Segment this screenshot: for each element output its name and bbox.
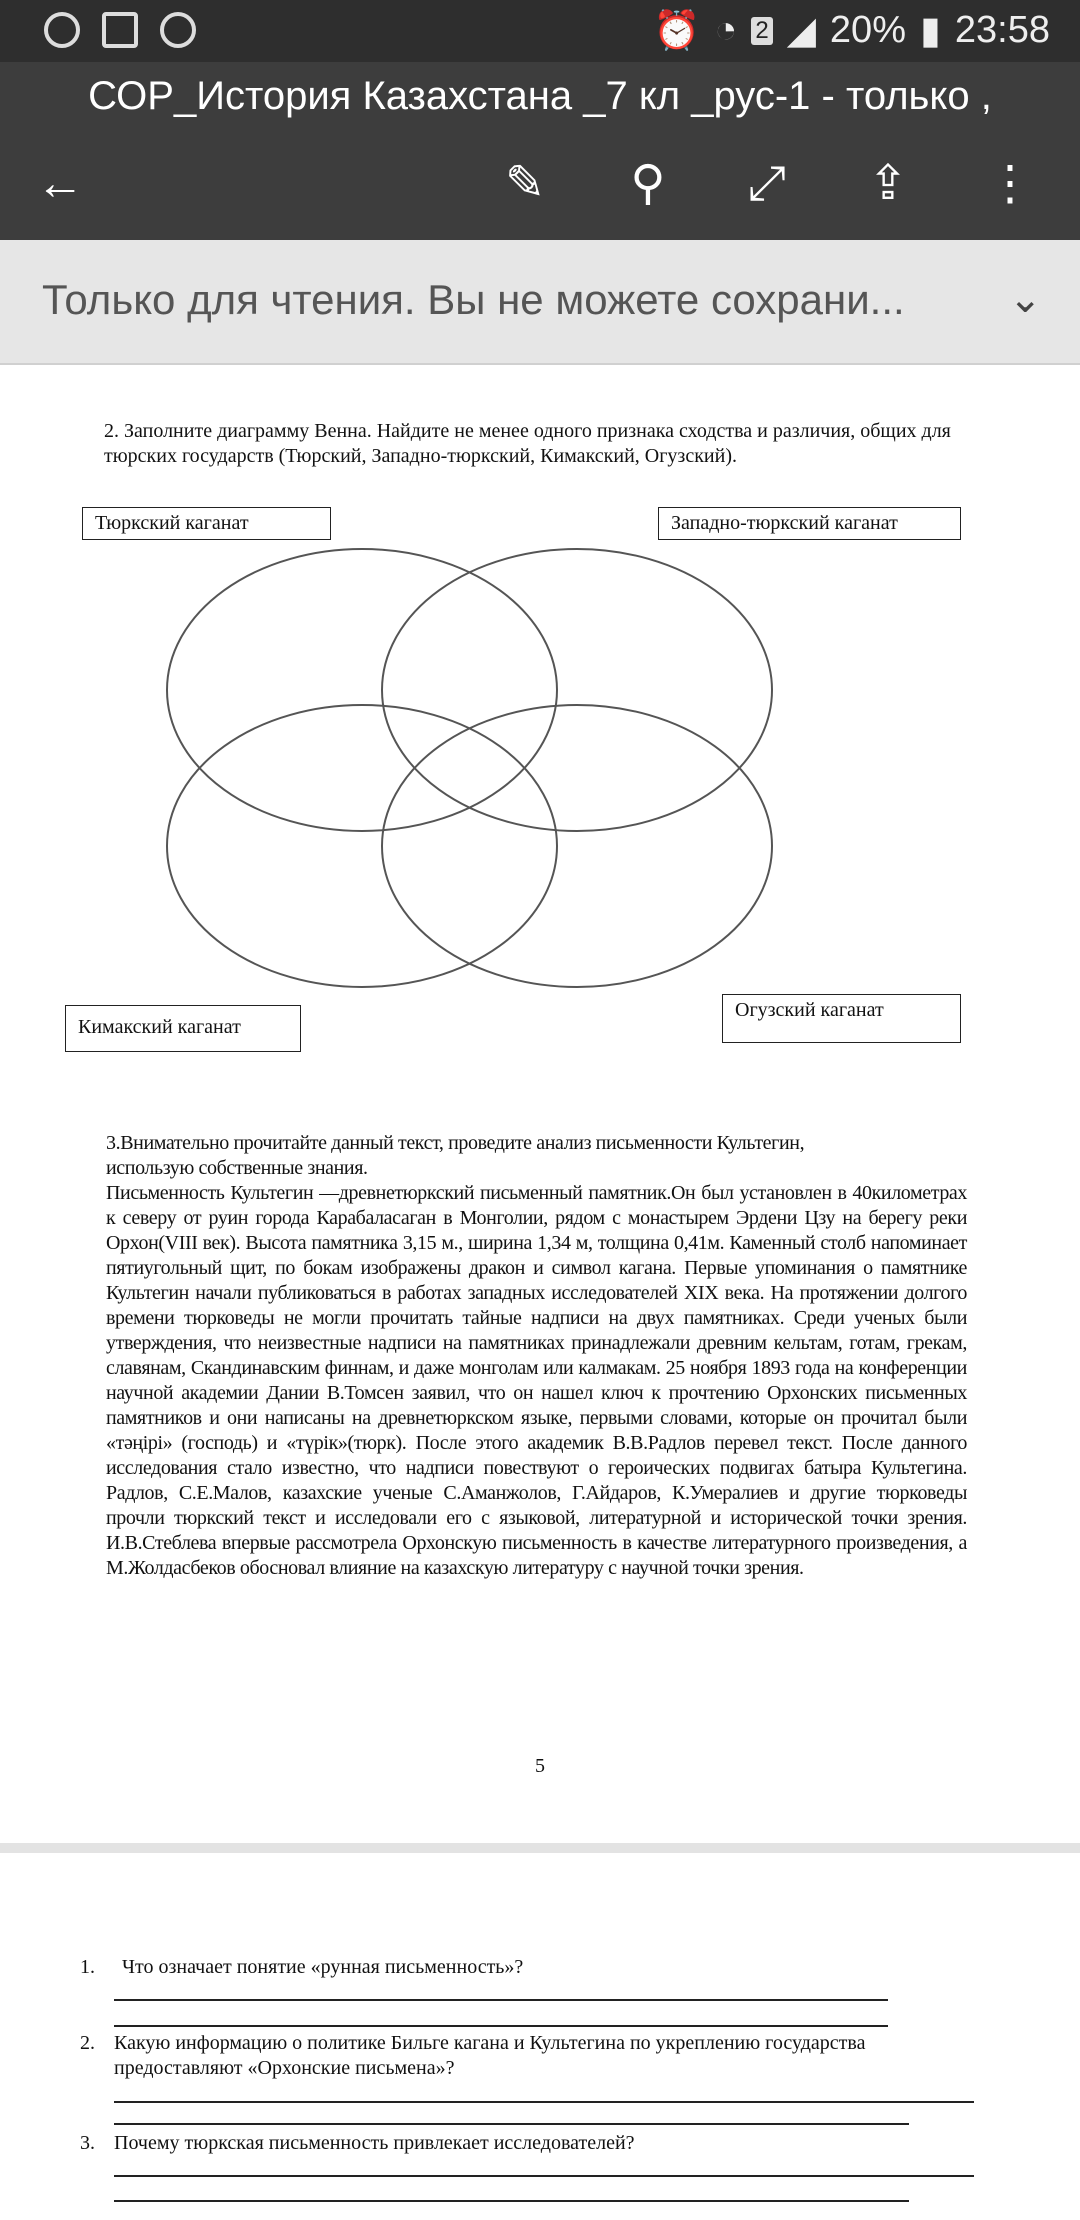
question-text: Какую информацию о политике Бильге кагана и Культегина по укреплению государства предоставляют «Орхонские письмена»? — [114, 2032, 866, 2079]
answer-line[interactable] — [114, 2175, 974, 2177]
label-turkic-khaganate: Тюркский каганат — [82, 507, 331, 540]
back-arrow-icon[interactable]: ← — [36, 157, 84, 210]
share-icon[interactable]: ⇪ — [867, 157, 909, 210]
read-only-banner[interactable] — [0, 240, 1080, 365]
status-bar — [0, 0, 1080, 62]
search-icon[interactable]: ⚲ — [630, 157, 666, 210]
task-3-text: Письменность Культегин —древнетюркский письменный памятник.Он был установлен в 40километрах к северу от руин города Карабаласаган в Монголии, рядом с монастырем Эрдени Цзу на берегу реки Орхон(VIII век). Высота памятника 3,15 м., ширина 1,34 м, толщина 0,41м. Каменный столб напоминает пятиугольный щит, по бокам изображены дракон и символ кагана. Первые упоминания о памятнике Культегин начали публиковаться в работах западных исследователей XIX века. На протяжении долгого времени тюрковеды не могли прочитать тайные надписи на двух памятниках. Среди ученых были утверждения, что неизвестные надписи на памятниках принадлежали древним кельтам, готам, грекам, славянам, Скандинавским финнам, и даже монголам или калмакам. 25 ноября 1893 года на конференции научной академии Дании В.Томсен заявил, что он нашел ключ к прочтению Орхонских письменных памятников и они написаны на древнетюркском языке, первыми словами, которые он прочитал были «тәңірі» (господь) и «түрік»(тюрк). После этого академик В.В.Радлов перевел текст. После данного исследования стало известно, что надписи повествуют о героических подвигах батыра Культегина. Радлов, С.Е.Малов, казахские ученые С.Аманжолов, Г.Айдаров, К.Умералиев и другие тюрковеды прочли тюркский текст и исследовали его с языковой, литературной и исторической точки зрения. И.В.Стеблева впервые рассмотрела Орхонскую письменность в качестве литературного произведения, а М.Жолдасбеков обосновал влияние на казахскую литературу с научной точки зрения. — [106, 1182, 967, 1579]
answer-line[interactable] — [114, 2123, 909, 2125]
question-number: 1. — [80, 1956, 95, 1978]
whatsapp-icon — [44, 12, 80, 48]
document-page — [0, 367, 1080, 1843]
task-3-block — [106, 1131, 967, 1581]
venn-circle-top-right — [382, 549, 772, 831]
shazam-icon — [160, 12, 196, 48]
question-text: Что означает понятие «рунная письменность»? — [122, 1956, 524, 1978]
venn-circle-bottom-left — [167, 705, 557, 987]
venn-circle-top-left — [167, 549, 557, 831]
page-separator — [0, 1843, 1080, 1853]
fullscreen-icon[interactable]: ⤢ — [747, 157, 787, 210]
signal-icon: ◢ — [786, 10, 816, 52]
answer-line[interactable] — [114, 1999, 888, 2001]
wifi-icon: ◔ — [714, 9, 738, 51]
task-3-title: 3.Внимательно прочитайте данный текст, проведите анализ письменности Культегин, использую собственные знания. — [106, 1132, 805, 1179]
chevron-down-icon[interactable]: ⌄ — [1008, 277, 1042, 321]
battery-icon: ▮ — [919, 10, 941, 52]
app-toolbar — [0, 62, 1080, 240]
sim-badge: 2 — [751, 17, 772, 45]
gallery-icon — [102, 12, 138, 48]
page-number: 5 — [535, 1755, 545, 1777]
label-kimak-khaganate: Кимакский каганат — [65, 1005, 301, 1052]
document-title: СОР_История Казахстана _7 кл _рус-1 - только , — [88, 74, 992, 118]
read-only-message: Только для чтения. Вы не можете сохрани... — [42, 276, 905, 323]
task-2-text: 2. Заполните диаграмму Венна. Найдите не менее одного признака сходства и различия, общих для тюрских государств (Тюрский, Западно-тюркский, Кимакский, Огузский). — [104, 420, 951, 467]
label-western-turkic-khaganate: Западно-тюркский каганат — [658, 507, 961, 540]
edit-icon[interactable]: ✎ — [504, 157, 546, 210]
label-oguz-khaganate: Огузский каганат — [722, 994, 961, 1043]
document-page-2 — [0, 1853, 1080, 2220]
answer-line[interactable] — [114, 2025, 888, 2027]
more-options-icon[interactable]: ⋮ — [986, 157, 1034, 210]
answer-line[interactable] — [114, 2101, 974, 2103]
question-number: 2. — [80, 2032, 95, 2054]
answer-line[interactable] — [114, 2200, 909, 2202]
question-number: 3. — [80, 2132, 95, 2154]
venn-circle-bottom-right — [382, 705, 772, 987]
question-text: Почему тюркская письменность привлекает исследователей? — [114, 2132, 635, 2154]
clock: 23:58 — [954, 9, 1050, 51]
alarm-icon: ⏰ — [653, 9, 701, 52]
battery-percent: 20% — [829, 9, 906, 51]
